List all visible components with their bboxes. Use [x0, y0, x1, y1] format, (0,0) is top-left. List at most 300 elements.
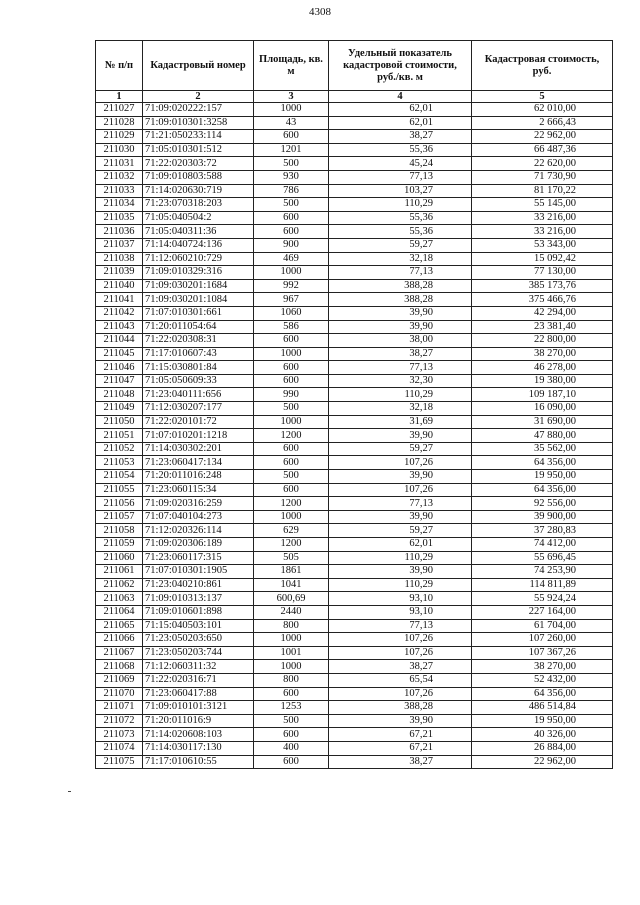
specific-value-cell: 59,27 [329, 238, 472, 252]
specific-value-cell: 62,01 [329, 116, 472, 130]
row-number-cell: 211070 [96, 687, 143, 701]
column-number: 4 [329, 91, 472, 103]
cadastral-value-cell: 62 010,00 [472, 103, 613, 117]
area-cell: 505 [254, 551, 329, 565]
area-cell: 1253 [254, 701, 329, 715]
cadastral-value-cell: 15 092,42 [472, 252, 613, 266]
row-number-cell: 211066 [96, 633, 143, 647]
cadastral-number-cell: 71:17:010607:43 [143, 347, 254, 361]
specific-value-cell: 107,26 [329, 646, 472, 660]
cadastral-value-cell: 74 412,00 [472, 538, 613, 552]
area-cell: 1200 [254, 429, 329, 443]
row-number-cell: 211042 [96, 306, 143, 320]
table-row [96, 225, 613, 239]
specific-value-cell: 110,29 [329, 198, 472, 212]
table-row [96, 714, 613, 728]
specific-value-cell: 59,27 [329, 524, 472, 538]
cadastral-value-cell: 107 260,00 [472, 633, 613, 647]
specific-value-cell: 107,26 [329, 483, 472, 497]
area-cell: 500 [254, 714, 329, 728]
cadastral-value-cell: 47 880,00 [472, 429, 613, 443]
table-row [96, 374, 613, 388]
table-row [96, 551, 613, 565]
specific-value-cell: 77,13 [329, 619, 472, 633]
cadastral-number-cell: 71:23:060115:34 [143, 483, 254, 497]
cadastral-number-cell: 71:14:040724:136 [143, 238, 254, 252]
cadastral-value-cell: 55 145,00 [472, 198, 613, 212]
row-number-cell: 211059 [96, 538, 143, 552]
table-row [96, 252, 613, 266]
area-cell: 1000 [254, 633, 329, 647]
specific-value-cell: 62,01 [329, 103, 472, 117]
cadastral-number-cell: 71:20:011016:248 [143, 470, 254, 484]
cadastral-number-cell: 71:23:050203:744 [143, 646, 254, 660]
cadastral-number-cell: 71:09:030201:1084 [143, 293, 254, 307]
cadastral-number-cell: 71:12:060210:729 [143, 252, 254, 266]
row-number-cell: 211048 [96, 388, 143, 402]
cadastral-value-cell: 52 432,00 [472, 673, 613, 687]
row-number-cell: 211069 [96, 673, 143, 687]
cadastral-value-cell: 42 294,00 [472, 306, 613, 320]
table-row [96, 728, 613, 742]
specific-value-cell: 93,10 [329, 605, 472, 619]
cadastral-number-cell: 71:09:010101:3121 [143, 701, 254, 715]
specific-value-cell: 67,21 [329, 728, 472, 742]
area-cell: 600 [254, 442, 329, 456]
table-row [96, 701, 613, 715]
row-number-cell: 211067 [96, 646, 143, 660]
cadastral-number-cell: 71:05:050609:33 [143, 374, 254, 388]
row-number-cell: 211074 [96, 741, 143, 755]
cadastral-number-cell: 71:07:040104:273 [143, 510, 254, 524]
specific-value-cell: 77,13 [329, 170, 472, 184]
row-number-cell: 211063 [96, 592, 143, 606]
area-cell: 600 [254, 728, 329, 742]
specific-value-cell: 107,26 [329, 456, 472, 470]
table-row [96, 524, 613, 538]
table-row [96, 578, 613, 592]
row-number-cell: 211044 [96, 334, 143, 348]
margin-mark [68, 791, 71, 792]
cadastral-number-cell: 71:23:070318:203 [143, 198, 254, 212]
specific-value-cell: 77,13 [329, 361, 472, 375]
area-cell: 600 [254, 755, 329, 769]
cadastral-value-cell: 66 487,36 [472, 143, 613, 157]
area-cell: 400 [254, 741, 329, 755]
table-row [96, 361, 613, 375]
table-row [96, 483, 613, 497]
area-cell: 1861 [254, 565, 329, 579]
specific-value-cell: 38,27 [329, 347, 472, 361]
cadastral-value-cell: 64 356,00 [472, 687, 613, 701]
area-cell: 500 [254, 402, 329, 416]
area-cell: 1200 [254, 497, 329, 511]
table-row [96, 687, 613, 701]
row-number-cell: 211031 [96, 157, 143, 171]
row-number-cell: 211065 [96, 619, 143, 633]
area-cell: 930 [254, 170, 329, 184]
area-cell: 600,69 [254, 592, 329, 606]
header-row-number: № п/п [96, 41, 143, 91]
header-specific-value: Удельный показатель кадастровой стоимости, руб./кв. м [329, 41, 472, 91]
table-row [96, 198, 613, 212]
row-number-cell: 211034 [96, 198, 143, 212]
table-row [96, 565, 613, 579]
table-row [96, 266, 613, 280]
cadastral-number-cell: 71:23:060417:134 [143, 456, 254, 470]
cadastral-number-cell: 71:14:020630:719 [143, 184, 254, 198]
area-cell: 500 [254, 470, 329, 484]
table-row [96, 497, 613, 511]
row-number-cell: 211054 [96, 470, 143, 484]
cadastral-number-cell: 71:09:010313:137 [143, 592, 254, 606]
specific-value-cell: 31,69 [329, 415, 472, 429]
table-row [96, 170, 613, 184]
row-number-cell: 211051 [96, 429, 143, 443]
area-cell: 1000 [254, 510, 329, 524]
row-number-cell: 211053 [96, 456, 143, 470]
row-number-cell: 211043 [96, 320, 143, 334]
column-number: 1 [96, 91, 143, 103]
area-cell: 786 [254, 184, 329, 198]
area-cell: 1001 [254, 646, 329, 660]
cadastral-value-cell: 486 514,84 [472, 701, 613, 715]
area-cell: 1000 [254, 660, 329, 674]
area-cell: 1000 [254, 347, 329, 361]
specific-value-cell: 38,27 [329, 130, 472, 144]
cadastral-number-cell: 71:14:030302:201 [143, 442, 254, 456]
cadastral-value-cell: 37 280,83 [472, 524, 613, 538]
cadastral-value-cell: 26 884,00 [472, 741, 613, 755]
table-row [96, 130, 613, 144]
row-number-cell: 211062 [96, 578, 143, 592]
cadastral-number-cell: 71:23:060117:315 [143, 551, 254, 565]
row-number-cell: 211075 [96, 755, 143, 769]
cadastral-value-cell: 19 950,00 [472, 714, 613, 728]
specific-value-cell: 39,90 [329, 510, 472, 524]
area-cell: 1000 [254, 103, 329, 117]
header-cadastral-value: Кадастровая стоимость, руб. [472, 41, 613, 91]
row-number-cell: 211052 [96, 442, 143, 456]
specific-value-cell: 38,00 [329, 334, 472, 348]
area-cell: 1201 [254, 143, 329, 157]
cadastral-number-cell: 71:09:010601:898 [143, 605, 254, 619]
cadastral-value-table [95, 40, 613, 769]
table-row [96, 592, 613, 606]
cadastral-number-cell: 71:14:020608:103 [143, 728, 254, 742]
table-row [96, 415, 613, 429]
row-number-cell: 211060 [96, 551, 143, 565]
table-row [96, 402, 613, 416]
specific-value-cell: 77,13 [329, 266, 472, 280]
cadastral-number-cell: 71:22:020316:71 [143, 673, 254, 687]
cadastral-value-cell: 55 696,45 [472, 551, 613, 565]
table-row [96, 741, 613, 755]
row-number-cell: 211036 [96, 225, 143, 239]
row-number-cell: 211073 [96, 728, 143, 742]
table-row [96, 238, 613, 252]
table-row [96, 755, 613, 769]
specific-value-cell: 388,28 [329, 279, 472, 293]
specific-value-cell: 59,27 [329, 442, 472, 456]
table-row [96, 619, 613, 633]
cadastral-value-cell: 61 704,00 [472, 619, 613, 633]
cadastral-value-cell: 19 380,00 [472, 374, 613, 388]
table-row [96, 143, 613, 157]
area-cell: 629 [254, 524, 329, 538]
cadastral-value-cell: 71 730,90 [472, 170, 613, 184]
cadastral-value-cell: 227 164,00 [472, 605, 613, 619]
specific-value-cell: 65,54 [329, 673, 472, 687]
cadastral-value-cell: 22 962,00 [472, 130, 613, 144]
table-row [96, 442, 613, 456]
table-row [96, 470, 613, 484]
row-number-cell: 211027 [96, 103, 143, 117]
row-number-cell: 211038 [96, 252, 143, 266]
cadastral-value-cell: 35 562,00 [472, 442, 613, 456]
cadastral-number-cell: 71:23:040111:656 [143, 388, 254, 402]
cadastral-value-cell: 39 900,00 [472, 510, 613, 524]
table-row [96, 103, 613, 117]
table-row [96, 306, 613, 320]
area-cell: 600 [254, 334, 329, 348]
cadastral-value-cell: 109 187,10 [472, 388, 613, 402]
table-row [96, 510, 613, 524]
area-cell: 43 [254, 116, 329, 130]
cadastral-value-cell: 107 367,26 [472, 646, 613, 660]
row-number-cell: 211046 [96, 361, 143, 375]
row-number-cell: 211030 [96, 143, 143, 157]
area-cell: 800 [254, 619, 329, 633]
area-cell: 600 [254, 456, 329, 470]
specific-value-cell: 110,29 [329, 551, 472, 565]
cadastral-number-cell: 71:07:010301:1905 [143, 565, 254, 579]
cadastral-number-cell: 71:21:050233:114 [143, 130, 254, 144]
cadastral-value-cell: 38 270,00 [472, 347, 613, 361]
specific-value-cell: 55,36 [329, 225, 472, 239]
cadastral-number-cell: 71:09:020316:259 [143, 497, 254, 511]
cadastral-value-cell: 64 356,00 [472, 483, 613, 497]
column-number: 5 [472, 91, 613, 103]
specific-value-cell: 55,36 [329, 143, 472, 157]
table-row [96, 334, 613, 348]
cadastral-number-cell: 71:12:020326:114 [143, 524, 254, 538]
cadastral-value-cell: 375 466,76 [472, 293, 613, 307]
specific-value-cell: 55,36 [329, 211, 472, 225]
cadastral-value-cell: 114 811,89 [472, 578, 613, 592]
cadastral-number-cell: 71:15:040503:101 [143, 619, 254, 633]
cadastral-value-cell: 53 343,00 [472, 238, 613, 252]
cadastral-number-cell: 71:07:010201:1218 [143, 429, 254, 443]
specific-value-cell: 77,13 [329, 497, 472, 511]
row-number-cell: 211055 [96, 483, 143, 497]
cadastral-number-cell: 71:09:010329:316 [143, 266, 254, 280]
specific-value-cell: 32,18 [329, 252, 472, 266]
specific-value-cell: 39,90 [329, 565, 472, 579]
cadastral-number-cell: 71:20:011016:9 [143, 714, 254, 728]
cadastral-number-cell: 71:09:010301:3258 [143, 116, 254, 130]
specific-value-cell: 39,90 [329, 306, 472, 320]
cadastral-value-cell: 2 666,43 [472, 116, 613, 130]
row-number-cell: 211061 [96, 565, 143, 579]
cadastral-value-cell: 16 090,00 [472, 402, 613, 416]
row-number-cell: 211045 [96, 347, 143, 361]
cadastral-number-cell: 71:22:020308:31 [143, 334, 254, 348]
cadastral-number-cell: 71:22:020303:72 [143, 157, 254, 171]
area-cell: 900 [254, 238, 329, 252]
row-number-cell: 211029 [96, 130, 143, 144]
specific-value-cell: 107,26 [329, 633, 472, 647]
specific-value-cell: 32,30 [329, 374, 472, 388]
cadastral-value-cell: 31 690,00 [472, 415, 613, 429]
row-number-cell: 211041 [96, 293, 143, 307]
area-cell: 967 [254, 293, 329, 307]
row-number-cell: 211033 [96, 184, 143, 198]
area-cell: 586 [254, 320, 329, 334]
cadastral-value-cell: 23 381,40 [472, 320, 613, 334]
cadastral-number-cell: 71:07:010301:661 [143, 306, 254, 320]
cadastral-number-cell: 71:23:040210:861 [143, 578, 254, 592]
cadastral-value-cell: 22 620,00 [472, 157, 613, 171]
area-cell: 600 [254, 130, 329, 144]
cadastral-value-cell: 46 278,00 [472, 361, 613, 375]
cadastral-value-cell: 38 270,00 [472, 660, 613, 674]
cadastral-value-cell: 33 216,00 [472, 211, 613, 225]
specific-value-cell: 38,27 [329, 660, 472, 674]
cadastral-number-cell: 71:14:030117:130 [143, 741, 254, 755]
row-number-cell: 211064 [96, 605, 143, 619]
cadastral-value-cell: 64 356,00 [472, 456, 613, 470]
area-cell: 1000 [254, 266, 329, 280]
area-cell: 1060 [254, 306, 329, 320]
cadastral-value-cell: 19 950,00 [472, 470, 613, 484]
area-cell: 600 [254, 211, 329, 225]
cadastral-value-cell: 385 173,76 [472, 279, 613, 293]
cadastral-value-cell: 22 800,00 [472, 334, 613, 348]
header-cadastral-number: Кадастровый номер [143, 41, 254, 91]
table-body [96, 103, 613, 769]
row-number-cell: 211058 [96, 524, 143, 538]
area-cell: 600 [254, 374, 329, 388]
area-cell: 1041 [254, 578, 329, 592]
cadastral-value-cell: 40 326,00 [472, 728, 613, 742]
specific-value-cell: 388,28 [329, 293, 472, 307]
row-number-cell: 211049 [96, 402, 143, 416]
area-cell: 500 [254, 157, 329, 171]
column-number: 2 [143, 91, 254, 103]
area-cell: 1000 [254, 415, 329, 429]
table-row [96, 184, 613, 198]
row-number-cell: 211035 [96, 211, 143, 225]
cadastral-value-cell: 81 170,22 [472, 184, 613, 198]
cadastral-number-cell: 71:09:010803:588 [143, 170, 254, 184]
area-cell: 2440 [254, 605, 329, 619]
table-row [96, 347, 613, 361]
specific-value-cell: 103,27 [329, 184, 472, 198]
cadastral-number-cell: 71:22:020101:72 [143, 415, 254, 429]
specific-value-cell: 39,90 [329, 714, 472, 728]
cadastral-number-cell: 71:12:030207:177 [143, 402, 254, 416]
table-row [96, 388, 613, 402]
cadastral-number-cell: 71:12:060311:32 [143, 660, 254, 674]
row-number-cell: 211057 [96, 510, 143, 524]
area-cell: 600 [254, 687, 329, 701]
specific-value-cell: 45,24 [329, 157, 472, 171]
table-row [96, 673, 613, 687]
specific-value-cell: 93,10 [329, 592, 472, 606]
row-number-cell: 211056 [96, 497, 143, 511]
table-row [96, 605, 613, 619]
area-cell: 600 [254, 483, 329, 497]
row-number-cell: 211039 [96, 266, 143, 280]
row-number-cell: 211072 [96, 714, 143, 728]
table-row [96, 293, 613, 307]
cadastral-number-cell: 71:05:010301:512 [143, 143, 254, 157]
area-cell: 1200 [254, 538, 329, 552]
specific-value-cell: 388,28 [329, 701, 472, 715]
specific-value-cell: 110,29 [329, 388, 472, 402]
cadastral-number-cell: 71:23:060417:88 [143, 687, 254, 701]
specific-value-cell: 107,26 [329, 687, 472, 701]
row-number-cell: 211071 [96, 701, 143, 715]
cadastral-value-cell: 55 924,24 [472, 592, 613, 606]
table-row [96, 157, 613, 171]
row-number-cell: 211050 [96, 415, 143, 429]
row-number-cell: 211068 [96, 660, 143, 674]
table-row [96, 633, 613, 647]
cadastral-value-cell: 22 962,00 [472, 755, 613, 769]
table-row [96, 646, 613, 660]
cadastral-number-cell: 71:17:010610:55 [143, 755, 254, 769]
table-header-row [96, 41, 613, 91]
specific-value-cell: 62,01 [329, 538, 472, 552]
area-cell: 500 [254, 198, 329, 212]
specific-value-cell: 32,18 [329, 402, 472, 416]
table-row [96, 320, 613, 334]
table-row [96, 279, 613, 293]
area-cell: 600 [254, 361, 329, 375]
area-cell: 990 [254, 388, 329, 402]
specific-value-cell: 39,90 [329, 470, 472, 484]
cadastral-number-cell: 71:09:020306:189 [143, 538, 254, 552]
cadastral-value-cell: 74 253,90 [472, 565, 613, 579]
cadastral-number-cell: 71:05:040504:2 [143, 211, 254, 225]
cadastral-number-cell: 71:23:050203:650 [143, 633, 254, 647]
area-cell: 600 [254, 225, 329, 239]
cadastral-number-cell: 71:05:040311:36 [143, 225, 254, 239]
row-number-cell: 211047 [96, 374, 143, 388]
table-row [96, 429, 613, 443]
header-area: Площадь, кв. м [254, 41, 329, 91]
specific-value-cell: 110,29 [329, 578, 472, 592]
table-row [96, 660, 613, 674]
row-number-cell: 211032 [96, 170, 143, 184]
cadastral-value-cell: 92 556,00 [472, 497, 613, 511]
cadastral-number-cell: 71:09:030201:1684 [143, 279, 254, 293]
cadastral-number-cell: 71:20:011054:64 [143, 320, 254, 334]
row-number-cell: 211028 [96, 116, 143, 130]
column-number: 3 [254, 91, 329, 103]
cadastral-value-cell: 33 216,00 [472, 225, 613, 239]
table-row [96, 211, 613, 225]
specific-value-cell: 67,21 [329, 741, 472, 755]
cadastral-number-cell: 71:15:030801:84 [143, 361, 254, 375]
page-number: 4308 [309, 6, 331, 18]
area-cell: 800 [254, 673, 329, 687]
specific-value-cell: 39,90 [329, 429, 472, 443]
specific-value-cell: 39,90 [329, 320, 472, 334]
row-number-cell: 211037 [96, 238, 143, 252]
